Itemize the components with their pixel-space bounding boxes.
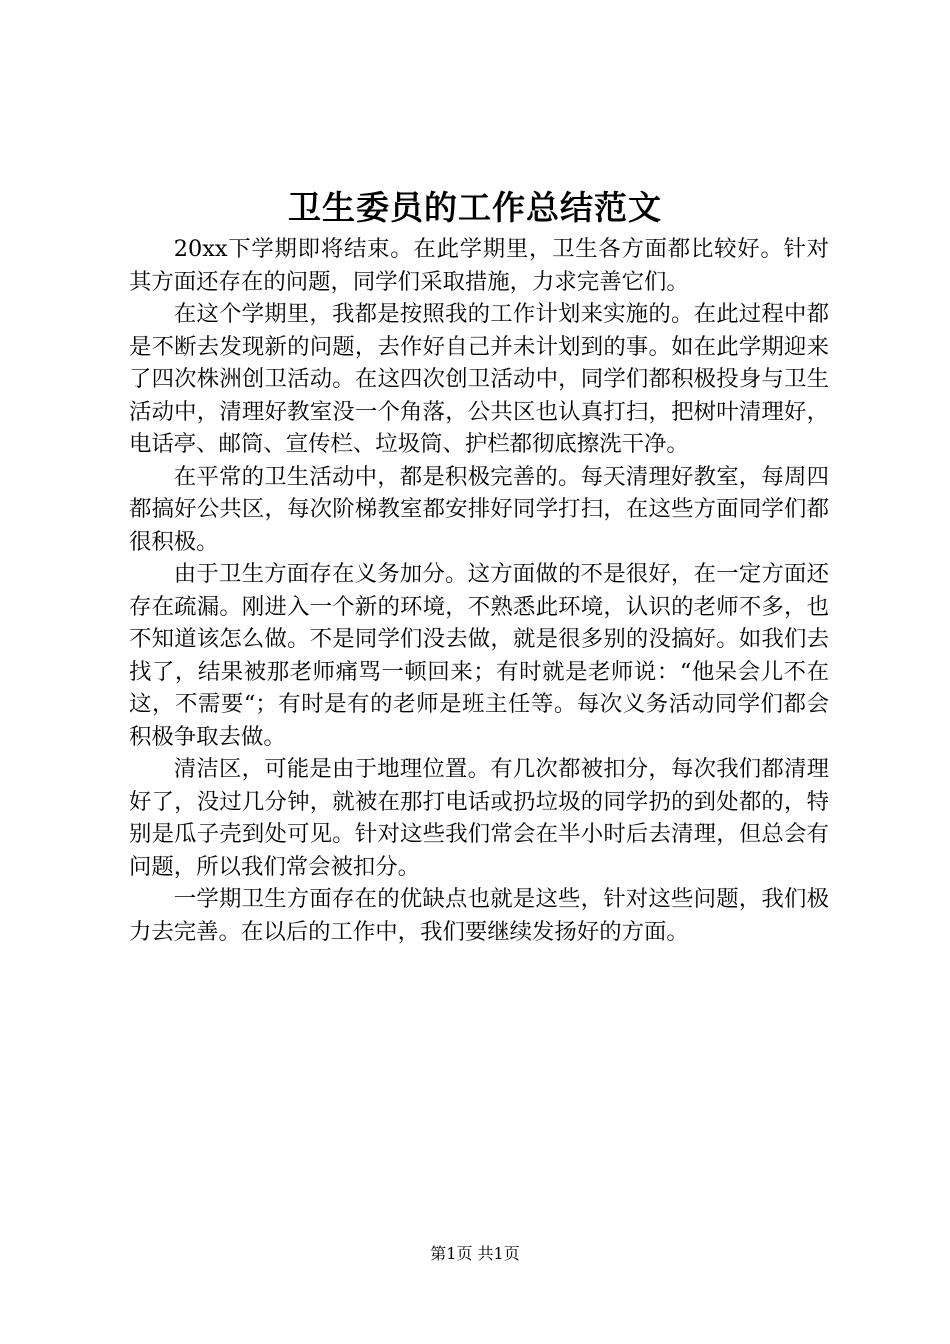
paragraph-1: 20xx下学期即将结束。在此学期里，卫生各方面都比较好。针对其方面还存在的问题，同学们采取措施，力求完善它们。: [129, 236, 829, 295]
paragraph-4: 由于卫生方面存在义务加分。这方面做的不是很好，在一定方面还存在疏漏。刚进入一个新的环境，不熟悉此环境，认识的老师不多，也不知道该怎么做。不是同学们没去做，就是很多别的没搞好。如我们去找了，结果被那老师痛骂一顿回来；有时就是老师说：“他呆会儿不在这，不需要“；有时是有的老师是班主任等。每次义务活动同学们都会积极争取去做。: [129, 561, 829, 750]
document-body: [129, 233, 829, 948]
paragraph-3: 在平常的卫生活动中，都是积极完善的。每天清理好教室，每周四都搞好公共区，每次阶梯教室都安排好同学打扫，在这些方面同学们都很积极。: [129, 463, 829, 555]
paragraph-2: 在这个学期里，我都是按照我的工作计划来实施的。在此过程中都是不断去发现新的问题，去作好自己并未计划到的事。如在此学期迎来了四次株洲创卫活动。在这四次创卫活动中，同学们都积极投身与卫生活动中，清理好教室没一个角落，公共区也认真打扫，把树叶清理好，电话亭、邮筒、宣传栏、垃圾筒、护栏都彻底擦洗干净。: [129, 301, 829, 457]
paragraph-5: 清洁区，可能是由于地理位置。有几次都被扣分，每次我们都清理好了，没过几分钟，就被在那打电话或扔垃圾的同学扔的到处都的，特别是瓜子壳到处可见。针对这些我们常会在半小时后去清理，但总会有问题，所以我们常会被扣分。: [129, 756, 829, 880]
page-footer: 第1页 共1页: [430, 1244, 520, 1263]
paragraph-6: 一学期卫生方面存在的优缺点也就是这些，针对这些问题，我们极力去完善。在以后的工作中，我们要继续发扬好的方面。: [129, 886, 829, 945]
document-title: 卫生委员的工作总结范文: [288, 188, 662, 227]
